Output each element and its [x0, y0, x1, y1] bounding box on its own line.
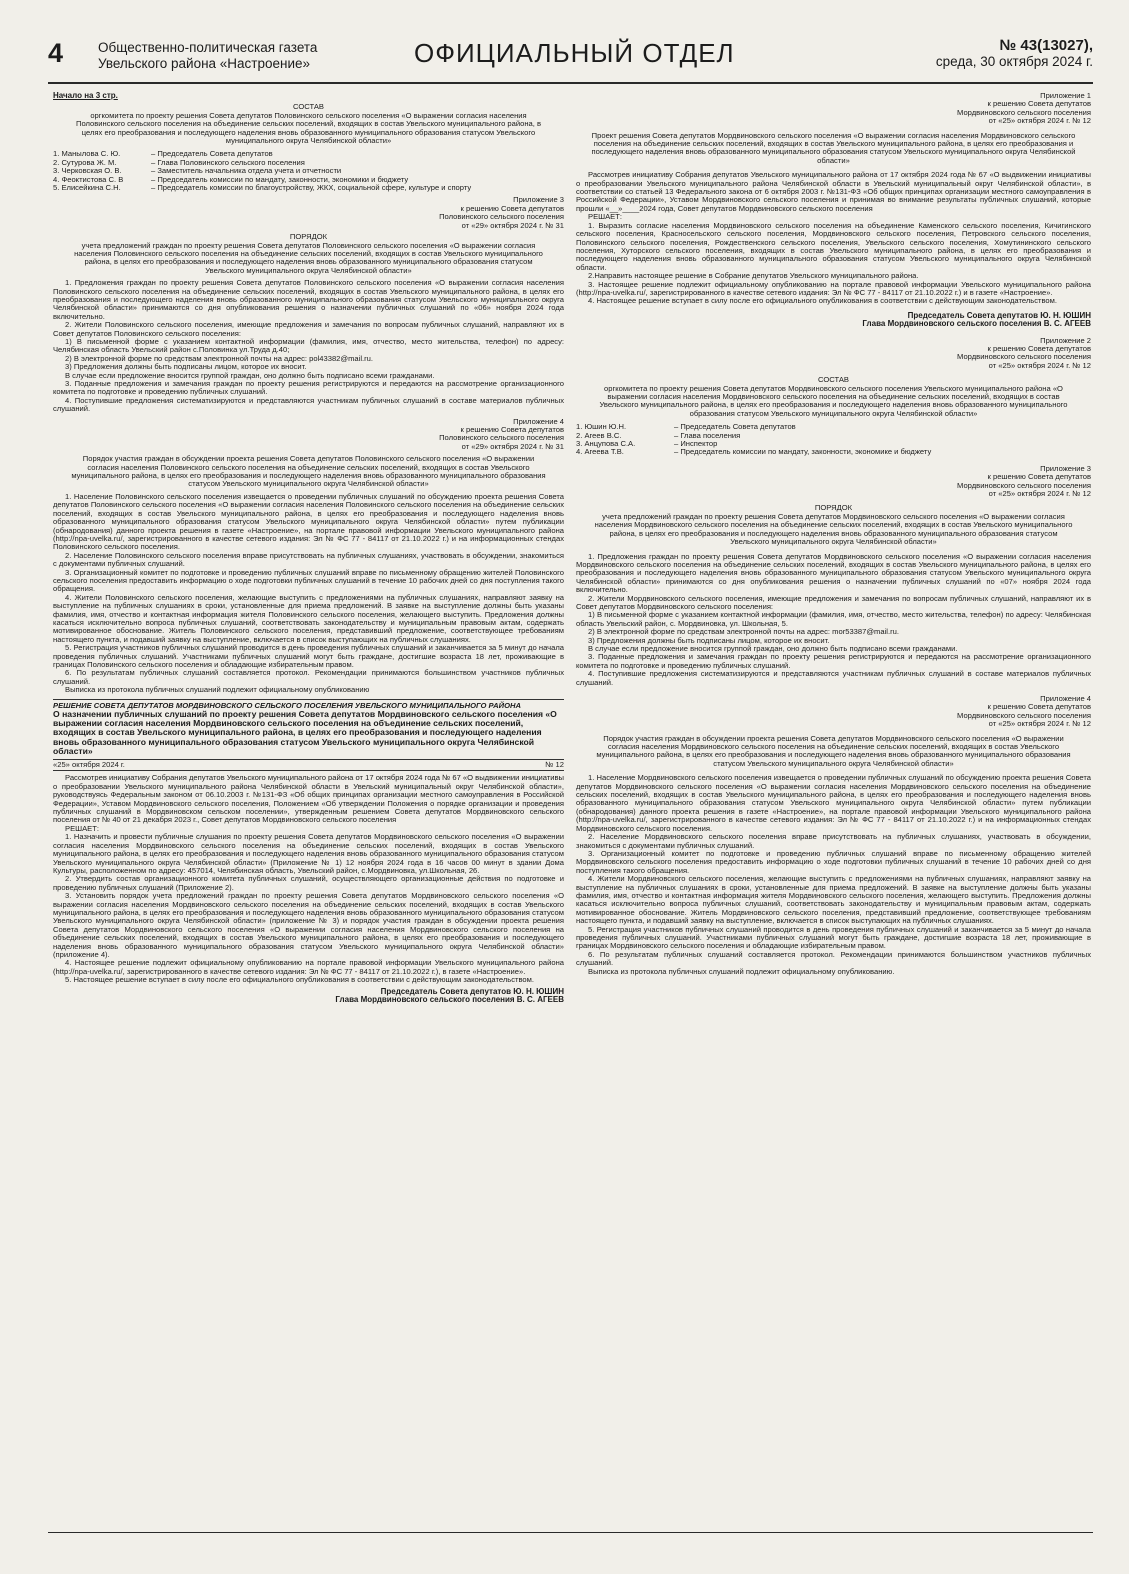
paragraph: 6. По результатам публичных слушаний составляется протокол. Рекомендации принимаются большинством участников публичных слушаний. — [53, 668, 564, 686]
paragraph: В случае если предложение вносится группой граждан, оно должно быть подписано всеми гражданами. — [65, 370, 435, 380]
paragraph: 6. По результатам публичных слушаний составляется протокол. Рекомендации принимаются большинством участников публичных слушаний. — [576, 949, 1091, 968]
appendix-1-label: Приложение 1 к решению Совета депутатов Мордвиновского сельского поселения от «25» октября 2024 г. № 12 — [957, 91, 1091, 126]
decision-title: О назначении публичных слушаний по проекту решения Совета депутатов Мордвиновского сельского поселения «О выражении согласия населения Мордвиновского сельского поселения на объединение сельских поселений, входящих в состав Увельского муниципального района, в целях его преобразования и последующего наделения вновь образованного муниципального образования статусом Увельского муниципального округа Челябинской области» — [53, 709, 557, 756]
signature-chairman: Председатель Совета депутатов Ю. Н. ЮШИН — [907, 310, 1091, 320]
appendix-2-label: Приложение 2 к решению Совета депутатов Мордвиновского сельского поселения от «25» октября 2024 г. № 12 — [957, 335, 1091, 370]
member-name: 1. Юшин Ю.Н. — [576, 422, 627, 432]
decision-body — [53, 774, 564, 984]
paragraph: 3) Предложения должны быть подписаны лицом, которое их вносит. — [588, 635, 830, 645]
section-title: ОФИЦИАЛЬНЫЙ ОТДЕЛ — [414, 38, 735, 68]
paragraph: 3. Настоящее решение подлежит официальному опубликованию на портале правовой информации Увельского муниципального района (http://npa-uvelka.ru/, зарегистрированного в качестве сетевого издания: Эл № ФС 77 - 84117 от 21.10.2022 г.) и в газете «Настроение». — [576, 279, 1091, 297]
member-role: – Заместитель начальника отдела учета и отчетности — [151, 166, 342, 176]
member-name: 4. Агеева Т.В. — [576, 447, 624, 457]
member-name: 5. Елисейкина С.Н. — [53, 183, 121, 193]
member-row — [576, 423, 1091, 431]
participation-title: Порядок участия граждан в обсуждении проекта решения Совета депутатов Половинского сельского поселения «О выражении согласия населения Половинского сельского поселения на объединение сельских поселений, входящих в состав Увельского муниципального района, в целях его преобразования и последующего наделения вновь образованного муниципального образования статусом Увельского муниципального округа Челябинской области» — [71, 454, 546, 489]
paragraph: В случае если предложение вносится группой граждан, оно должно быть подписано всеми гражданами. — [588, 643, 958, 653]
poryadok-body — [576, 553, 1091, 688]
left-column — [53, 92, 564, 1004]
decision-header: РЕШЕНИЕ СОВЕТА ДЕПУТАТОВ МОРДВИНОВСКОГО СЕЛЬСКОГО ПОСЕЛЕНИЯ УВЕЛЬСКОГО МУНИЦИПАЛЬНОГО РАЙОНА — [53, 699, 564, 710]
signature-chairman: Председатель Совета депутатов Ю. Н. ЮШИН — [380, 986, 564, 996]
paragraph: 1. Предложения граждан по проекту решения Совета депутатов Половинского сельского поселения «О выражении согласия населения Половинского сельского поселения на объединение сельских поселений, входящих в состав Увельского муниципального района, в целях его преобразования и последующего наделения вновь образованного муниципального образования статусом Увельского муниципального округа Челябинской области» принимаются со дня опубликования решения о назначении публичных слушаний по «06» ноября 2024 года включительно. — [53, 278, 564, 321]
paragraph: 5. Настоящее решение вступает в силу после его официального опубликования в соответствии с действующим законодательством. — [65, 975, 534, 985]
member-name: 4. Феоктистова С. В — [53, 174, 124, 184]
decision-dateline — [53, 759, 564, 771]
page-number: 4 — [48, 38, 64, 68]
project-title: Проект решения Совета депутатов Мордвиновского сельского поселения «О выражении согласия населения Мордвиновского сельского поселения на объединение сельских поселений, входящих в состав Увельского муниципального района, в целях его преобразования и последующего наделения вновь образованного муниципального образования статусом Увельского муниципального округа Челябинской области» — [591, 130, 1076, 165]
paragraph: 1) В письменной форме с указанием контактной информации (фамилия, имя, отчество, место жительства, телефон) по адресу: Челябинская область Увельский район с.Половинка ул.Труда д.40; — [53, 336, 564, 355]
participation-body — [53, 493, 564, 695]
paragraph: 2. Население Мордвиновского сельского поселения вправе присутствовать на публичных слушаниях, участвовать в обсуждении, знакомиться с документами публичных слушаний. — [576, 832, 1091, 850]
poryadok-body — [53, 279, 564, 414]
paragraph: 3. Поданные предложения и замечания граждан по проекту решения регистрируются и передаются на рассмотрение организационного комитета по подготовке и проведению публичных слушаний. — [53, 379, 564, 397]
appendix-3-label: Приложение 3 к решению Совета депутатов Половинского сельского поселения от «29» октября 2024 г. № 31 — [439, 195, 564, 230]
member-name: 3. Черковская О. В. — [53, 166, 122, 176]
member-row — [53, 150, 564, 158]
paragraph: 1) В письменной форме с указанием контактной информации (фамилия, имя, отчество, место жительства, телефон) по адресу: Челябинская область Увельский район, с. Мордвиновка, ул. Школьная, 5. — [576, 610, 1091, 628]
member-role: – Председатель комиссии по мандату, законности, экономики и бюджету — [151, 174, 409, 184]
decision-number: № 12 — [545, 760, 564, 770]
member-list — [53, 150, 564, 192]
member-name: 2. Агеев В.С. — [576, 430, 622, 440]
sostav-subtitle: оргкомитета по проекту решения Совета депутатов Половинского сельского поселения «О выражении согласия населения Половинского сельского поселения на объединение сельских поселений, входящих в состав Увельского муниципального района, в целях его преобразования и последующего наделения вновь образованного муниципального образования статусом Увельского муниципального округа Челябинской области» — [75, 110, 541, 146]
paragraph: РЕШАЕТ: — [65, 823, 99, 833]
footer-rule — [48, 1532, 1093, 1533]
paragraph: 4. Жители Мордвиновского сельского поселения, желающие выступить с предложениями на публичных слушаниях, направляют заявку на выступление на публичных слушаниях в сроки, установленные для приема предложений. В заявке на выступление должны быть указаны фамилия, имя, отчество и контактная информация жителя Мордвиновского сельского поселения, желающего выступить. Предложения должны касаться исключительно вопроса публичных слушаний, соответствовать законодательству и муниципальным правовым актам, содержать мотивированное обоснование. Житель Мордвиновского сельского поселения, представивший предложение, соответствующее требованиям настоящего пункта, и подавший заявку на выступление, включается в список выступающих на публичных слушаниях. — [576, 874, 1091, 926]
paragraph: 2) В электронной форме по средствам электронной почты на адрес: mor53387@mail.ru. — [588, 627, 899, 637]
member-row — [576, 448, 1091, 456]
continuation-note: Начало на 3 стр. — [53, 91, 118, 100]
paragraph: Выписка из протокола публичных слушаний подлежит официальному опубликованию. — [588, 966, 895, 976]
paragraph: Выписка из протокола публичных слушаний подлежит официальному опубликованию — [65, 685, 370, 695]
newspaper-name: Общественно-политическая газета Увельского района «Настроение» — [98, 40, 318, 71]
member-role: – Глава Половинского сельского поселения — [151, 157, 305, 167]
member-row — [576, 432, 1091, 440]
paragraph: 1. Население Мордвиновского сельского поселения извещается о проведении публичных слушаний по обсуждению проекта решения Совета депутатов Мордвиновского сельского поселения «О выражении согласия населения Мордвиновского сельского поселения на объединение сельских поселений, входящих в состав Увельского муниципального района, в целях его преобразования и последующего наделения вновь образованного муниципального образования статусом Увельского муниципального округа Челябинской области» путем публикации (обнародования) данного проекта решения в газете «Настроение», на портале правовой информации Увельского муниципального района (http://npa-uvelka.ru/, зарегистрированного в качестве сетевого издания: Эл № ФС 77 - 84117 от 21.10.2022 г.) и на информационных стендах Мордвиновского сельского поселения. — [576, 773, 1091, 833]
member-role: – Председатель Совета депутатов — [674, 422, 796, 432]
paragraph: Рассмотрев инициативу Собрания депутатов Увельского муниципального района от 17 октября 2024 года № 67 «О выдвижении инициативы о преобразовании Увельского муниципального района Челябинской области в Увельский муниципальный округ Челябинской области», руководствуясь Федеральным законом от 06.10.2003 г. №131-ФЗ «Об общих принципах организации местного самоуправления в Российской Федерации», Уставом Мордвиновского сельского поселения, Положением «Об утверждении Положения о порядке организации и проведения публичных слушаний в Мордвиновском сельском поселении», утвержденным решением Совета депутатов Мордвиновского сельского поселения от № 40 от 21 декабря 2023 г., Совет депутатов Мордвиновского сельского поселения — [53, 773, 564, 825]
paragraph: 2. Население Половинского сельского поселения вправе присутствовать на публичных слушаниях, участвовать в обсуждении, знакомиться с документами публичных слушаний. — [53, 550, 564, 569]
paragraph: 3. Установить порядок учета предложений граждан по проекту решения Совета депутатов Мордвиновского сельского поселения «О выражении согласия населения Мордвиновского сельского поселения на объединение сельских поселений, входящих в состав Увельского муниципального района, в целях его преобразования и последующего наделения вновь образованного муниципального образования статусом Увельского муниципального округа Челябинской области» (приложение № 3) и порядок участия граждан в обсуждении проекта решения Совета депутатов Мордвиновского сельского поселения «О выражении согласия населения Мордвиновского сельского поселения на объединение сельских поселений, входящих в состав Увельского муниципального района, в целях его преобразования и последующего наделения вновь образованного муниципального образования статусом Увельского муниципального округа Челябинской области» (приложение 4). — [53, 891, 564, 959]
sostav-title: СОСТАВ — [293, 102, 324, 112]
paragraph: 5. Регистрация участников публичных слушаний проводится в день проведения публичных слушаний и заканчивается за 5 минут до начала проведения публичных слушаний. Участниками публичных слушаний могут быть граждане, достигшие возраста 18 лет, проживающие в границах Мордвиновского сельского поселения и обладающие избирательным правом. — [576, 924, 1091, 951]
paragraph: 1. Предложения граждан по проекту решения Совета депутатов Мордвиновского сельского поселения «О выражении согласия населения Мордвиновского сельского поселения на объединение сельских поселений, входящих в состав Увельского муниципального района, в целях его преобразования и последующего наделения вновь образованного муниципального образования статусом Увельского муниципального округа Челябинской области» принимаются со дня опубликования решения о назначении публичных слушаний по «07» ноября 2024 года включительно. — [576, 551, 1091, 595]
paragraph: 4. Поступившие предложения систематизируются и представляются участникам публичных слушаний в составе материалов публичных слушаний. — [576, 669, 1091, 687]
paragraph: 3. Организационный комитет по подготовке и проведению публичных слушаний вправе по письменному обращению жителей Мордвиновского сельского поселения предоставить информацию о ходе подготовки публичных слушаний в течение 10 рабочих дней со дня поступления такого обращения. — [576, 848, 1091, 875]
issue-info: № 43(13027), среда, 30 октября 2024 г. — [935, 37, 1093, 69]
appendix-4-label: Приложение 4 к решению Совета депутатов Половинского сельского поселения от «29» октября 2024 г. № 31 — [439, 416, 564, 451]
paragraph: 1. Выразить согласие населения Мордвиновского сельского поселения на объединение Каменского сельского поселения, Кичигинского сельского поселения, Красносельского сельского поселения, Мордвиновского сельского поселения, Петровского сельского поселения, Половинского сельского поселения, Рождественского сельского поселения, Увельского сельского поселения, Хомутининского сельского поселения, Хуторского сельского поселения, входящих в состав Увельского муниципального района, в целях его преобразования и последующего наделения вновь образованного муниципального образования статусом Увельского муниципального округа Челябинской области. — [576, 220, 1091, 272]
member-role: – Глава поселения — [674, 430, 741, 440]
paragraph: 2.Направить настоящее решение в Собрание депутатов Увельского муниципального района. — [588, 271, 919, 281]
paragraph: 4. Настоящее решение подлежит официальному опубликованию на портале правовой информации Увельского муниципального района (http://npa-uvelka.ru/, зарегистрированного в качестве сетевого издания: Эл № ФС 77 - 84117 от 21.10.2022 г.), в газете «Настроение». — [53, 958, 564, 976]
participation-title: Порядок участия граждан в обсуждении проекта решения Совета депутатов Мордвиновского сельского поселения «О выражении согласия населения Мордвиновского сельского поселения на объединение сельских поселений, входящих в состав Увельского муниципального района, в целях его преобразования и последующего наделения вновь образованного муниципального образования статусом Увельского муниципального округа Челябинской области» — [596, 733, 1071, 768]
paragraph: 4. Настоящее решение вступает в силу после его официального опубликования в соответствии с действующим законодательством. — [588, 296, 1057, 306]
sostav-subtitle: оргкомитета по проекту решения Совета депутатов Мордвиновского сельского поселения Увельского муниципального района «О выражении согласия населения Мордвиновского сельского поселения на объединение сельских поселений, входящих в состав Увельского муниципального района, в целях его преобразования и последующего наделения вновь образованного муниципального образования статусом Увельского муниципального округа Челябинской области» — [599, 383, 1068, 418]
paragraph: 4. Поступившие предложения систематизируются и представляются участникам публичных слушаний в составе материалов публичных слушаний. — [53, 395, 564, 414]
sostav-title: СОСТАВ — [818, 375, 849, 385]
paragraph: 4. Жители Половинского сельского поселения, желающие выступить с предложениями на публичных слушаниях, направляют заявку на выступление на публичных слушаниях в сроки, установленные для приема предложений. В заявке на выступление должны быть указаны фамилия, имя, отчество и контактная информация жителя Половинского сельского поселения, желающего выступить. Предложения должны касаться исключительно вопроса публичных слушаний, соответствовать законодательству и муниципальным правовым актам, содержать мотивированное обоснование. Житель Половинского сельского поселения, представивший предложение, соответствующее требованиям настоящего пункта, и подавший заявку на выступление, включается в список выступающих на публичных слушаниях. — [53, 592, 564, 644]
paragraph: РЕШАЕТ: — [588, 212, 622, 222]
poryadok-title: ПОРЯДОК — [289, 232, 328, 242]
paragraph: Рассмотрев инициативу Собрания депутатов Увельского муниципального района от 17 октября 2024 года № 67 «О выдвижении инициативы о преобразовании Увельского муниципального района Челябинской области в Увельский муниципальный округ Челябинской области», в соответствии со статьей 13 Федерального закона от 6 октября 2003 г. №131-ФЗ «Об общих принципах организации местного самоуправления в Российской Федерации», Уставом Мордвиновского сельского поселения и принимая во внимание результаты публичных слушаний, которые прошли «__»____2024 года, Совет депутатов Мордвиновского сельского поселения — [576, 170, 1091, 213]
paragraph: 3) Предложения должны быть подписаны лицом, которое их вносит. — [65, 362, 307, 372]
member-role: – Инспектор — [674, 439, 718, 449]
paragraph: 2. Жители Половинского сельского поселения, имеющие предложения и замечания по вопросам публичных слушаний, направляют их в Совет депутатов Половинского сельского поселения: — [53, 320, 564, 338]
signature-head: Глава Мордвиновского сельского поселения В. С. АГЕЕВ — [335, 995, 564, 1005]
paragraph: 2. Жители Мордвиновского сельского поселения, имеющие предложения и замечания по вопросам публичных слушаний, направляют их в Совет депутатов Мордвиновского сельского поселения: — [576, 593, 1091, 611]
member-list — [576, 423, 1091, 457]
page-header — [48, 36, 1093, 80]
member-role: – Председатель Совета депутатов — [151, 149, 273, 159]
poryadok-subtitle: учета предложений граждан по проекту решения Совета депутатов Половинского сельского поселения «О выражении согласия населения Половинского сельского поселения на объединение сельских поселений, входящих в состав Увельского муниципального района, в целях его преобразования и последующего наделения вновь образованного муниципального образования статусом Увельского муниципального округа Челябинской области» — [74, 240, 543, 275]
member-row — [53, 184, 564, 192]
appendix-4-label: Приложение 4 к решению Совета депутатов Мордвиновского сельского поселения от «25» октября 2024 г. № 12 — [957, 694, 1091, 729]
paragraph: 3. Поданные предложения и замечания граждан по проекту решения регистрируются и передаются на рассмотрение организационного комитета по подготовке и проведению публичных слушаний. — [576, 652, 1091, 670]
paragraph: 1. Население Половинского сельского поселения извещается о проведении публичных слушаний по обсуждению проекта решения Совета депутатов Половинского сельского поселения «О выражении согласия населения Половинского сельского поселения на объединение сельских поселений, входящих в состав Увельского муниципального района, в целях его преобразования и последующего наделения вновь образованного муниципального образования статусом Увельского муниципального округа Челябинской области» путем публикации (обнародования) данного проекта решения в газете «Настроение», на портале правовой информации Увельского муниципального района (http://npa-uvelka.ru/, зарегистрированного в качестве сетевого издания: Эл № ФС 77 - 84117 от 21.10.2022 г.) и на информационных стендах Половинского сельского поселения. — [53, 491, 564, 552]
paragraph: 2. Утвердить состав организационного комитета публичных слушаний, осуществляющего организационные действия по подготовке и проведению публичных слушаний (Приложение 2). — [53, 874, 564, 892]
member-name: 3. Анцупова С.А. — [576, 439, 636, 449]
paragraph: 1. Назначить и провести публичные слушания по проекту решения Совета депутатов Мордвиновского сельского поселения «О выражении согласия населения Мордвиновского сельского поселения на объединение сельских поселений, входящих в состав Увельского муниципального района, в целях его преобразования и последующего наделения вновь образованного муниципального образования статусом Увельского муниципального округа Челябинской области» (Приложение № 1) 12 ноября 2024 года в 16 часов 00 минут в здании Дома Культуры, расположенном по адресу: 457014, Челябинская область, Увельский район, с.Мордвиновка, ул.Школьная, 26. — [53, 832, 564, 875]
member-name: 1. Манылова С. Ю. — [53, 149, 121, 159]
signature-head: Глава Мордвиновского сельского поселения В. С. АГЕЕВ — [862, 319, 1091, 329]
member-role: – Председатель комиссии по мандату, законности, экономике и бюджету — [674, 447, 932, 457]
appendix-3-label: Приложение 3 к решению Совета депутатов Мордвиновского сельского поселения от «25» октября 2024 г. № 12 — [957, 463, 1091, 499]
member-role: – Председатель комиссии по благоустройству, ЖКХ, социальной сфере, культуре и спорту — [151, 183, 472, 193]
poryadok-subtitle: учета предложений граждан по проекту решения Совета депутатов Мордвиновского сельского поселения «О выражении согласия населения Мордвиновского сельского поселения на объединение сельских поселений, входящих в состав Увельского муниципального района, в целях его преобразования и последующего наделения вновь образованного муниципального образования статусом Увельского муниципального округа Челябинской области» — [594, 511, 1073, 547]
header-rule — [48, 82, 1093, 84]
member-name: 2. Сутурова Ж. М. — [53, 157, 117, 167]
paragraph: 5. Регистрация участников публичных слушаний проводится в день проведения публичных слушаний и заканчивается за 5 минут до начала проведения публичных слушаний. Участниками публичных слушаний могут быть граждане, достигшие возраста 18 лет, проживающие в границах Половинского сельского поселения и обладающие избирательным правом. — [53, 643, 564, 669]
right-column — [576, 92, 1091, 976]
decision-date: «25» октября 2024 г. — [53, 760, 125, 770]
participation-body — [576, 774, 1091, 976]
paragraph: 2) В электронной форме по средствам электронной почты на адрес: pol43382@mail.ru. — [65, 353, 373, 363]
paragraph: 3. Организационный комитет по подготовке и проведению публичных слушаний вправе по письменному обращению жителей Половинского сельского поселения предоставить информацию о ходе подготовки публичных слушаний в течение 10 рабочих дней со дня поступления такого обращения. — [53, 567, 564, 594]
project-body — [576, 171, 1091, 306]
poryadok-title: ПОРЯДОК — [814, 503, 853, 513]
